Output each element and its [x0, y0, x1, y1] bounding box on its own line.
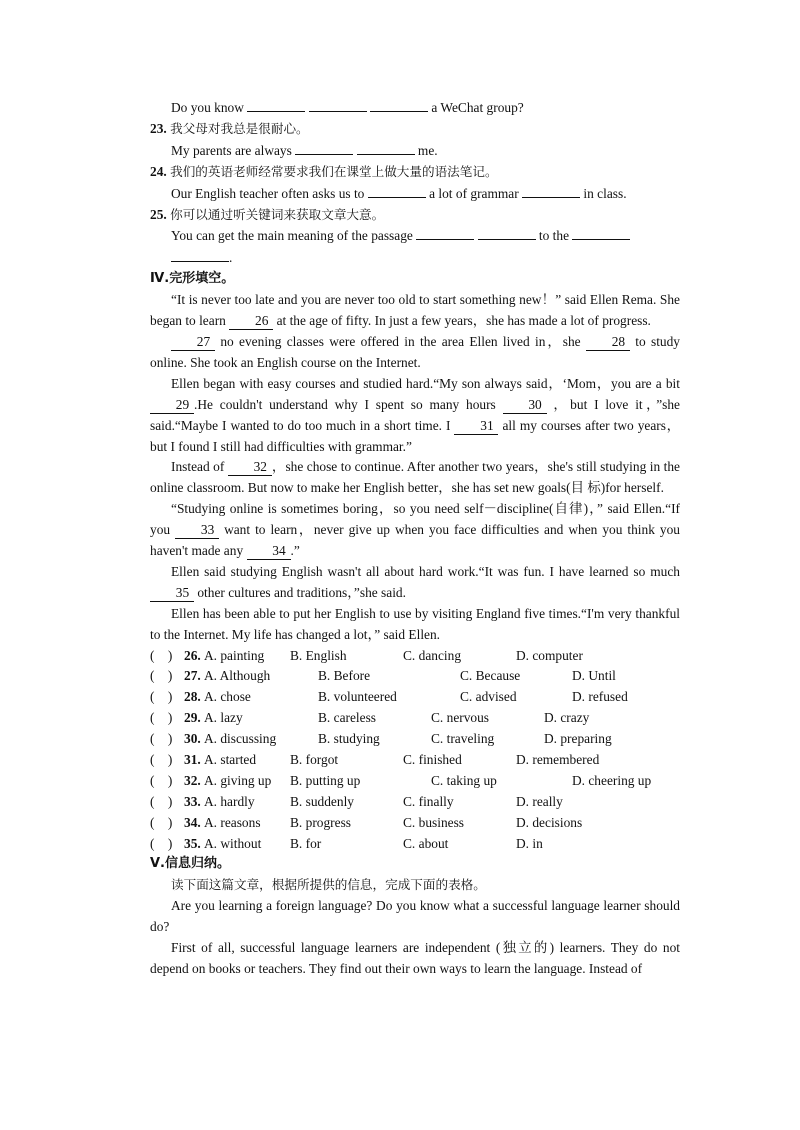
answer-paren[interactable]: ( )	[150, 668, 173, 684]
option-c[interactable]: C. dancing	[403, 647, 462, 663]
answer-blank[interactable]	[368, 183, 426, 198]
cloze-blank-31[interactable]: 31	[454, 418, 498, 435]
answer-paren[interactable]: ( )	[150, 689, 173, 705]
option-b[interactable]: B. Before	[318, 668, 371, 684]
option-d[interactable]: D. crazy	[544, 710, 590, 726]
cloze-paragraph-3: Ellen began with easy courses and studied hard.“My son always said，‘Mom，you are a bit 29 .He couldn't understand why I spent so many hours 30 ，but I love it，”she said.“Maybe I wanted to do too much in a short time. I 31 all my courses after two years，but I found I still had difficulties with grammar.”	[150, 375, 680, 454]
option-d[interactable]: D. decisions	[516, 814, 583, 830]
answer-paren[interactable]: ( )	[150, 772, 173, 788]
option-b[interactable]: B. suddenly	[290, 793, 354, 809]
option-c[interactable]: C. finally	[403, 793, 454, 809]
option-number: 27.	[184, 668, 201, 684]
cloze-blank-35[interactable]: 35	[150, 585, 194, 602]
option-a[interactable]: A. lazy	[204, 710, 243, 726]
question-23-english: My parents are always me.	[150, 140, 680, 162]
cloze-paragraph-2: 27 no evening classes were offered in the area Ellen lived in，she 28 to study online. She took an English course on the Internet.	[150, 333, 681, 370]
option-row	[150, 646, 680, 667]
option-d[interactable]: D. remembered	[516, 752, 600, 768]
option-number: 33.	[184, 793, 201, 809]
option-b[interactable]: B. forgot	[290, 752, 339, 768]
answer-blank[interactable]	[295, 140, 353, 155]
question-25-continuation: .	[150, 247, 680, 269]
option-c[interactable]: C. advised	[460, 689, 517, 705]
option-c[interactable]: C. about	[403, 835, 449, 851]
option-row	[150, 834, 680, 855]
option-d[interactable]: D. refused	[572, 689, 628, 705]
option-a[interactable]: A. reasons	[204, 814, 261, 830]
option-d[interactable]: D. preparing	[544, 731, 612, 747]
answer-blank[interactable]	[309, 97, 367, 112]
cloze-blank-33[interactable]: 33	[175, 522, 219, 539]
cloze-blank-30[interactable]: 30	[503, 397, 547, 414]
option-number: 26.	[184, 647, 201, 663]
answer-blank[interactable]	[522, 183, 580, 198]
option-d[interactable]: D. in	[516, 835, 543, 851]
answer-paren[interactable]: ( )	[150, 752, 173, 768]
option-b[interactable]: B. putting up	[290, 772, 361, 788]
option-d[interactable]: D. computer	[516, 647, 583, 663]
option-d[interactable]: D. cheering up	[572, 772, 652, 788]
answer-blank[interactable]	[171, 247, 229, 262]
question-24-english: Our English teacher often asks us to a lot of grammar in class.	[150, 183, 680, 205]
question-23-chinese: 23. 我父母对我总是很耐心。	[150, 120, 309, 136]
question-25-chinese: 25. 你可以通过听关键词来获取文章大意。	[150, 206, 385, 222]
cloze-blank-34[interactable]: 34	[247, 543, 291, 560]
cloze-blank-27[interactable]: 27	[171, 334, 215, 351]
answer-blank[interactable]	[247, 97, 305, 112]
option-c[interactable]: C. nervous	[431, 710, 490, 726]
answer-paren[interactable]: ( )	[150, 647, 173, 663]
option-b[interactable]: B. studying	[318, 731, 380, 747]
option-row	[150, 708, 680, 729]
option-d[interactable]: D. Until	[572, 668, 616, 684]
cloze-paragraph-4: Instead of 32 ，she chose to continue. After another two years，she's still studying in the online classroom. But now to make her English better，she has set new goals(目 标)for herself.	[150, 459, 680, 496]
option-c[interactable]: C. business	[403, 814, 465, 830]
option-c[interactable]: C. Because	[460, 668, 521, 684]
option-number: 28.	[184, 689, 201, 705]
cloze-paragraph-5: “Studying online is sometimes boring，so you need self－discipline(自律)，” said Ellen.“If you 33 want to learn，never give up when you face difficulties and when you think you haven't made any 34 .”	[150, 501, 680, 559]
cloze-blank-26[interactable]: 26	[229, 313, 273, 330]
option-number: 29.	[184, 710, 201, 726]
option-a[interactable]: A. hardly	[204, 793, 255, 809]
cloze-paragraph-1: “It is never too late and you are never too old to start something new！” said Ellen Rema. She began to learn 26 at the age of fifty. In just a few years，she has made a lot of progress.	[150, 292, 680, 329]
answer-blank[interactable]	[370, 97, 428, 112]
option-a[interactable]: A. discussing	[204, 731, 277, 747]
answer-paren[interactable]: ( )	[150, 814, 173, 830]
option-b[interactable]: B. English	[290, 647, 347, 663]
answer-blank[interactable]	[357, 140, 415, 155]
cloze-blank-28[interactable]: 28	[586, 334, 630, 351]
option-number: 32.	[184, 772, 201, 788]
option-row	[150, 750, 680, 771]
option-b[interactable]: B. careless	[318, 710, 377, 726]
section-5-heading: Ⅴ.信息归纳。	[150, 856, 230, 872]
question-25-english: You can get the main meaning of the passage to the	[150, 225, 680, 247]
worksheet-page	[150, 97, 680, 980]
option-number: 31.	[184, 752, 201, 768]
answer-paren[interactable]: ( )	[150, 731, 173, 747]
answer-paren[interactable]: ( )	[150, 710, 173, 726]
option-a[interactable]: A. without	[204, 835, 262, 851]
option-c[interactable]: C. traveling	[431, 731, 495, 747]
answer-paren[interactable]: ( )	[150, 835, 173, 851]
answer-blank[interactable]	[478, 225, 536, 240]
cloze-paragraph-7: Ellen has been able to put her English to use by visiting England five times.“I'm very thankful to the Internet. My life has changed a lot，” said Ellen.	[150, 605, 680, 642]
option-b[interactable]: B. for	[290, 835, 322, 851]
option-c[interactable]: C. taking up	[431, 772, 497, 788]
answer-blank[interactable]	[416, 225, 474, 240]
answer-paren[interactable]: ( )	[150, 793, 173, 809]
reading-paragraph-1: Are you learning a foreign language? Do you know what a successful language learner should do?	[150, 898, 680, 935]
reading-paragraph-2: First of all, successful language learners are independent (独立的) learners. They do not depend on books or teachers. They find out their own ways to learn the language. Instead of	[150, 940, 680, 976]
cloze-blank-29[interactable]: 29	[150, 397, 194, 414]
option-b[interactable]: B. progress	[290, 814, 351, 830]
option-a[interactable]: A. chose	[204, 689, 251, 705]
option-a[interactable]: A. started	[204, 752, 257, 768]
question-22-line: Do you know a WeChat group?	[150, 97, 680, 119]
question-24-chinese: 24. 我们的英语老师经常要求我们在课堂上做大量的语法笔记。	[150, 163, 498, 179]
option-a[interactable]: A. Although	[204, 668, 271, 684]
option-row	[150, 792, 680, 813]
option-number: 35.	[184, 835, 201, 851]
option-row	[150, 771, 680, 792]
option-row	[150, 729, 680, 750]
option-number: 34.	[184, 814, 201, 830]
answer-blank[interactable]	[572, 225, 630, 240]
cloze-blank-32[interactable]: 32	[228, 459, 272, 476]
option-row	[150, 687, 680, 708]
options-list	[150, 646, 680, 855]
section-4-heading: Ⅳ.完形填空。	[150, 271, 235, 287]
cloze-paragraph-6: Ellen said studying English wasn't all about hard work.“It was fun. I have learned so much 35 other cultures and traditions，”she said.	[150, 562, 680, 604]
section-5-instruction: 读下面这篇文章，根据所提供的信息，完成下面的表格。	[171, 877, 486, 893]
option-number: 30.	[184, 731, 201, 747]
option-c[interactable]: C. finished	[403, 752, 462, 768]
option-row	[150, 666, 680, 687]
option-a[interactable]: A. giving up	[204, 772, 272, 788]
option-a[interactable]: A. painting	[204, 647, 265, 663]
option-d[interactable]: D. really	[516, 793, 563, 809]
option-b[interactable]: B. volunteered	[318, 689, 397, 705]
option-row	[150, 813, 680, 834]
